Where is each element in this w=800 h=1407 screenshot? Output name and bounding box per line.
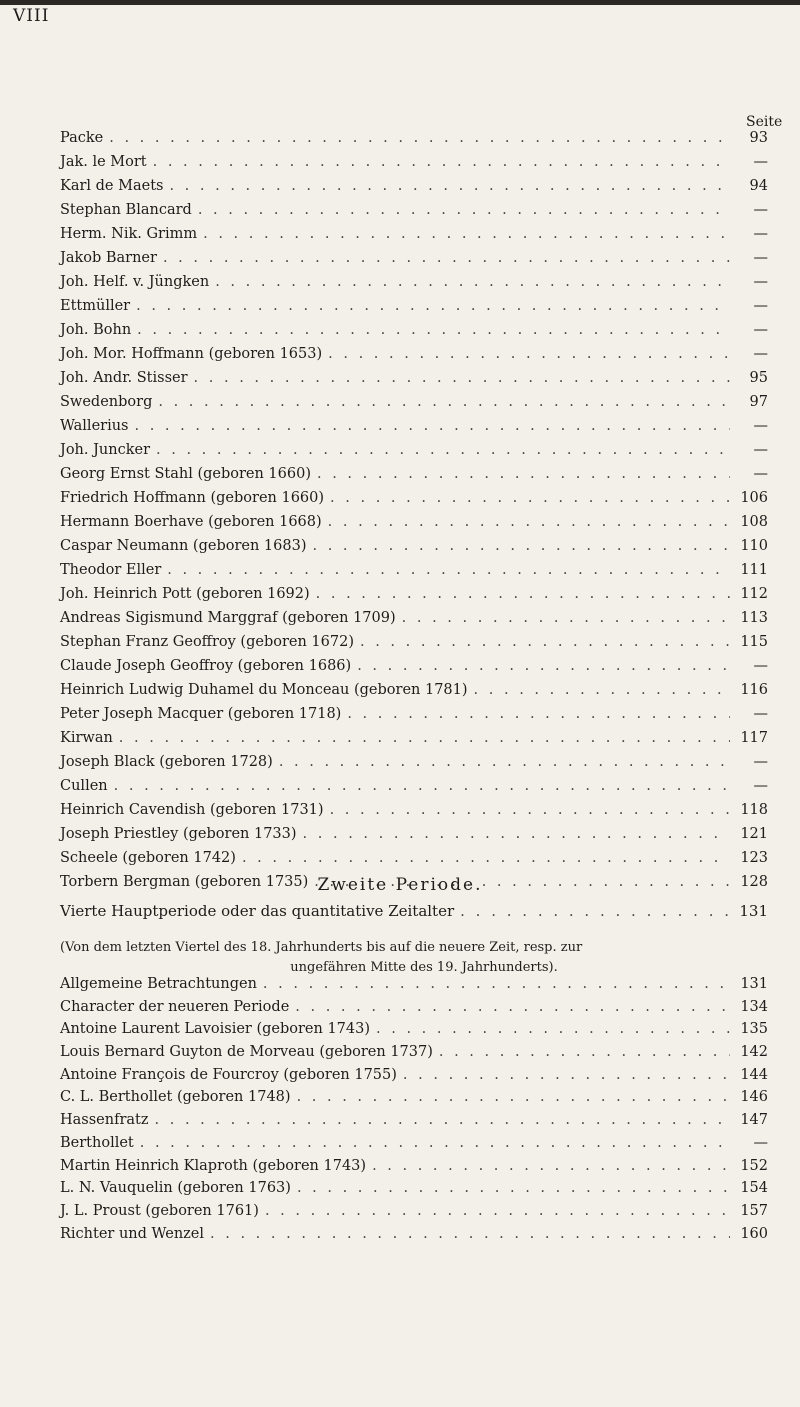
toc-entry-name: L. N. Vauquelin (geboren 1763) — [60, 1180, 291, 1197]
leader-dots — [317, 466, 730, 482]
toc-entry — [60, 274, 768, 298]
leader-dots — [114, 778, 730, 794]
toc-entry-name: Ettmüller — [60, 298, 131, 314]
toc-entry-name: Andreas Sigismund Marggraf (geboren 1709) — [60, 610, 396, 626]
toc-entry — [60, 322, 768, 346]
toc-entry — [60, 730, 768, 754]
toc-entry-page: 93 — [749, 130, 768, 146]
toc-entry — [60, 1067, 768, 1090]
leader-dots — [135, 418, 731, 434]
toc-entry — [60, 976, 768, 999]
toc-entry-name: Karl de Maets — [60, 178, 164, 194]
toc-entry-page: 110 — [740, 538, 768, 554]
leader-dots — [328, 346, 730, 362]
leader-dots — [295, 999, 730, 1015]
toc-entry-name: Cullen — [60, 778, 108, 794]
toc-entry-name: Joh. Mor. Hoffmann (geboren 1653) — [60, 346, 323, 362]
page-number: VIII — [13, 6, 50, 26]
toc-entry — [60, 250, 768, 274]
leader-dots — [155, 1112, 730, 1128]
toc-entry-page: — — [753, 442, 768, 458]
leader-dots — [263, 976, 730, 992]
toc-entry-page: 111 — [740, 562, 768, 578]
toc-entry-name: Swedenborg — [60, 394, 153, 410]
toc-entry-page: 118 — [740, 802, 768, 818]
toc-entry-name: Jak. le Mort — [60, 154, 147, 170]
toc-entry — [60, 562, 768, 586]
section-note — [60, 938, 788, 978]
toc-entry-page: 131 — [740, 976, 768, 992]
toc-entry — [60, 490, 768, 514]
toc-entry — [60, 154, 768, 178]
toc-entry-page: — — [753, 658, 768, 674]
toc-entry-page: 116 — [740, 682, 768, 698]
toc-entry — [60, 802, 768, 826]
toc-entry — [60, 999, 768, 1022]
toc-entry-name: Allgemeine Betrachtungen — [60, 976, 257, 992]
toc-entry-page: — — [753, 274, 768, 290]
leader-dots — [279, 754, 730, 770]
leader-dots — [203, 226, 730, 242]
toc-entry-name: Georg Ernst Stahl (geboren 1660) — [60, 466, 311, 482]
leader-dots — [313, 538, 731, 554]
leader-dots — [109, 130, 730, 146]
toc-entry-page: 144 — [740, 1066, 768, 1083]
toc-entry-page: 94 — [749, 178, 768, 194]
toc-entry-name: Richter und Wenzel — [60, 1225, 205, 1242]
leader-dots — [198, 202, 730, 218]
toc-entry — [60, 658, 768, 682]
toc-entry — [60, 1158, 768, 1181]
toc-entry-page: — — [753, 466, 768, 482]
toc-entry-page: 121 — [740, 826, 768, 842]
toc-entry-page: — — [753, 1134, 768, 1151]
toc-entry-page: 157 — [740, 1202, 768, 1219]
toc-entry-name: Stephan Franz Geoffroy (geboren 1672) — [60, 634, 354, 650]
toc-entry — [60, 1044, 768, 1067]
leader-dots — [158, 394, 730, 410]
toc-entry — [60, 682, 768, 706]
leader-dots — [360, 634, 730, 650]
toc-entry-list — [60, 130, 768, 898]
toc-entry — [60, 754, 768, 778]
leader-dots — [156, 442, 730, 458]
toc-entry-name: Heinrich Ludwig Duhamel du Monceau (geboren 1781) — [60, 682, 468, 698]
toc-entry-page: — — [753, 346, 768, 362]
column-header: Seite — [746, 114, 783, 130]
leader-dots — [347, 706, 730, 722]
toc-entry-page: 135 — [740, 1021, 768, 1038]
toc-entry — [60, 538, 768, 562]
toc-entry — [60, 1021, 768, 1044]
toc-entry-page: — — [753, 202, 768, 218]
toc-entry — [60, 826, 768, 850]
leader-dots — [330, 802, 730, 818]
toc-entry-name: Torbern Bergman (geboren 1735) — [60, 874, 309, 890]
toc-entry-name: Antoine Laurent Lavoisier (geboren 1743) — [60, 1021, 371, 1038]
section-note-line-2: ungefähren Mitte des 19. Jahrhunderts). — [290, 960, 558, 975]
leader-dots — [303, 826, 730, 842]
toc-entry-name: Stephan Blancard — [60, 202, 192, 218]
toc-entry — [60, 1135, 768, 1158]
leader-dots — [357, 658, 730, 674]
toc-entry-name: Peter Joseph Macquer (geboren 1718) — [60, 706, 342, 722]
leader-dots — [297, 1180, 730, 1196]
toc-entry-name: Hassenfratz — [60, 1112, 149, 1129]
toc-entry-name: Theodor Eller — [60, 562, 162, 578]
toc-entry-page: 97 — [749, 394, 768, 410]
toc-entry-page: 152 — [740, 1157, 768, 1174]
toc-entry — [60, 1089, 768, 1112]
toc-entry — [60, 298, 768, 322]
toc-entry-page: 154 — [740, 1180, 768, 1197]
toc-entry-page: — — [753, 778, 768, 794]
leader-dots — [316, 586, 730, 602]
toc-entry — [60, 394, 768, 418]
toc-entry-name: Claude Joseph Geoffroy (geboren 1686) — [60, 658, 352, 674]
toc-entry-page: 113 — [740, 610, 768, 626]
toc-entry-name: Herm. Nik. Grimm — [60, 226, 198, 242]
toc-entry-name: Martin Heinrich Klaproth (geboren 1743) — [60, 1157, 367, 1174]
toc-entry-page: — — [753, 298, 768, 314]
toc-entry-page: 112 — [740, 586, 768, 602]
leader-dots — [210, 1226, 730, 1242]
toc-entry-name: Joseph Priestley (geboren 1733) — [60, 826, 297, 842]
toc-entry-name: Joh. Juncker — [60, 442, 151, 458]
toc-entry — [60, 1203, 768, 1226]
toc-entry — [60, 1112, 768, 1135]
leader-dots — [140, 1135, 730, 1151]
toc-entry — [60, 130, 768, 154]
toc-entry — [60, 466, 768, 490]
toc-entry-name: Scheele (geboren 1742) — [60, 850, 236, 866]
toc-entry — [60, 514, 768, 538]
leader-dots — [119, 730, 730, 746]
toc-entry-name: Heinrich Cavendish (geboren 1731) — [60, 802, 324, 818]
toc-entry-page: — — [753, 754, 768, 770]
toc-entry — [60, 850, 768, 874]
toc-entry — [60, 226, 768, 250]
toc-entry-page: 106 — [740, 490, 768, 506]
toc-entry-page: 147 — [740, 1112, 768, 1129]
toc-main-entry — [60, 902, 768, 926]
leader-dots — [372, 1158, 730, 1174]
toc-entry — [60, 346, 768, 370]
toc-entry-name: Joh. Bohn — [60, 322, 132, 338]
toc-entry — [60, 1226, 768, 1249]
leader-dots — [330, 490, 730, 506]
toc-entry-name: J. L. Proust (geboren 1761) — [60, 1202, 259, 1219]
leader-dots — [167, 562, 730, 578]
toc-entry-page: 142 — [740, 1044, 768, 1061]
toc-entry-page: — — [753, 706, 768, 722]
leader-dots — [402, 610, 730, 626]
toc-entry-page: 115 — [740, 634, 768, 650]
page-top-edge — [0, 0, 800, 5]
leader-dots — [194, 370, 730, 386]
toc-entry-name: Hermann Boerhave (geboren 1668) — [60, 514, 322, 530]
toc-entry-name: Jakob Barner — [60, 250, 157, 266]
toc-entry-page: — — [753, 418, 768, 434]
toc-entry-page: — — [753, 250, 768, 266]
leader-dots — [136, 298, 730, 314]
toc-entry-page: 95 — [749, 370, 768, 386]
toc-entry-name: Kirwan — [60, 730, 113, 746]
toc-main-entry-page: 131 — [739, 902, 768, 920]
toc-entry-page: 134 — [740, 998, 768, 1015]
leader-dots — [169, 178, 730, 194]
toc-entry-name: Joh. Andr. Stisser — [60, 370, 188, 386]
toc-entry-page: 108 — [740, 514, 768, 530]
toc-entry-page: 128 — [740, 874, 768, 890]
leader-dots — [137, 322, 730, 338]
toc-entry-name: Packe — [60, 130, 104, 146]
toc-entry-name: Joh. Heinrich Pott (geboren 1692) — [60, 586, 310, 602]
toc-main-entry-name: Vierte Hauptperiode oder das quantitative Zeitalter — [60, 902, 455, 920]
toc-entry-name: Joseph Black (geboren 1728) — [60, 754, 273, 770]
toc-entry-name: Antoine François de Fourcroy (geboren 1755) — [60, 1066, 397, 1083]
toc-entry — [60, 442, 768, 466]
toc-entry-page: — — [753, 154, 768, 170]
leader-dots — [265, 1203, 730, 1219]
toc-entry-page: 123 — [740, 850, 768, 866]
leader-dots — [328, 514, 730, 530]
toc-entry-name: Joh. Helf. v. Jüngken — [60, 274, 210, 290]
leader-dots — [153, 154, 730, 170]
toc-entry-page: — — [753, 322, 768, 338]
toc-entry-name: C. L. Berthollet (geboren 1748) — [60, 1089, 291, 1106]
toc-entry-page: 146 — [740, 1089, 768, 1106]
toc-entry-page: — — [753, 226, 768, 242]
leader-dots — [460, 902, 730, 920]
toc-entry — [60, 778, 768, 802]
toc-entry — [60, 610, 768, 634]
toc-entry — [60, 634, 768, 658]
toc-entry-name: Wallerius — [60, 418, 129, 434]
leader-dots — [474, 682, 730, 698]
toc-entry-name: Friedrich Hoffmann (geboren 1660) — [60, 490, 325, 506]
toc-entry — [60, 586, 768, 610]
toc-entry-name: Louis Bernard Guyton de Morveau (geboren 1737) — [60, 1044, 433, 1061]
toc-entry-name: Character der neueren Periode — [60, 998, 290, 1015]
section-title: Zweite Periode. — [317, 875, 483, 895]
leader-dots — [163, 250, 730, 266]
leader-dots — [215, 274, 730, 290]
toc-entry-page: 160 — [740, 1225, 768, 1242]
toc-entry-list-2 — [60, 976, 768, 1248]
leader-dots — [242, 850, 730, 866]
toc-entry-page: 117 — [740, 730, 768, 746]
toc-entry — [60, 1180, 768, 1203]
section-note-line-1: (Von dem letzten Viertel des 18. Jahrhunderts bis auf die neuere Zeit, resp. zur — [60, 940, 583, 955]
toc-entry-name: Berthollet — [60, 1134, 134, 1151]
leader-dots — [376, 1021, 730, 1037]
toc-entry — [60, 706, 768, 730]
toc-entry — [60, 418, 768, 442]
toc-entry — [60, 202, 768, 226]
leader-dots — [439, 1044, 730, 1060]
leader-dots — [297, 1089, 730, 1105]
toc-entry — [60, 178, 768, 202]
leader-dots — [403, 1067, 730, 1083]
toc-entry-name: Caspar Neumann (geboren 1683) — [60, 538, 307, 554]
toc-entry — [60, 370, 768, 394]
